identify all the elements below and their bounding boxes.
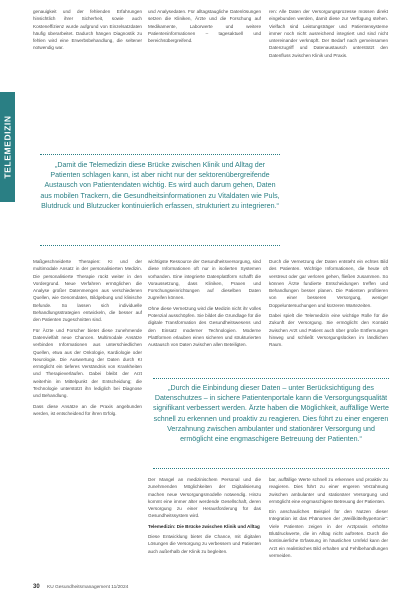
pull-quote-2: „Durch die Einbindung dieser Daten – unter Berücksichtigung des Datenschutzes – in sichere Patientenportale kann die Versorgungsqualität signifikant verbessert werden. Ärzte haben die Möglichkeit, auffällige Werte schnell zu erkennen und proaktiv zu reagieren. Dies führt zu einer engeren Verzahnung zwischen ambulanter und stationärer Versorgung und ermöglicht eine engmaschigere Betreuung der Patienten.“ <box>153 384 389 444</box>
pull-quote-1: „Damit die Telemedizin diese Brücke zwischen Klinik und Alltag der Patienten schlagen kann, ist aber nicht nur der sektorenübergreifende Austausch von Patientendaten wichtig. Es wird auch darum gehen, Daten aus mobilen Trackern, die Gesundheitsinformationen zu Vitaldaten wie Puls, Blutdruck und Blutzucker kontinuierlich erfassen, strukturiert zu integrieren.“ <box>40 161 280 210</box>
paragraph: und Analysedaten. Für alltagstaugliche Datenlösungen setzen die Kliniken, Ärzte und die Forschung auf Medikamente, Laborwerte und weitere Patienteninformationen – tagesaktuell und bereichsübergreifend. <box>148 9 261 44</box>
paragraph: wichtigste Ressource der Gesundheitsversorgung, sind diese Informationen oft nur in isolierten Systemen vorhanden. Eine integrierte Datenplattform schafft die Voraussetzung, dass Kliniken, Praxen und Forschungseinrichtungen auf dieselben Daten zugreifen können. <box>148 259 261 301</box>
column-2-bottom <box>148 476 261 580</box>
column-3-middle <box>269 258 388 376</box>
quote-rule-top <box>40 154 280 155</box>
magazine-name: KU Gesundheitsmanagement 11/2024 <box>47 585 129 590</box>
paragraph: Dass diese Ansätze an die Praxis angebunden werden, ist entscheidend für ihren Erfolg. <box>33 403 142 416</box>
column-3-bottom <box>269 476 388 580</box>
paragraph: Durch die Vernetzung der Daten entsteht ein echtes Bild des Patienten. Wichtige Informationen, die heute oft verstreut oder gar verloren gehen, fließen zusammen. So können Ärzte fundierte Entscheidungen treffen und Behandlungen besser planen. Die Patienten profitieren von einer besseren Versorgung, weniger Doppeluntersuchungen und kürzeren Wartezeiten. <box>269 259 388 308</box>
section-tab <box>0 92 15 202</box>
column-1-body <box>33 258 142 580</box>
paragraph: Dabei spielt die Telemedizin eine wichtige Rolle für die Zukunft der Versorgung. Sie ermöglicht den Kontakt zwischen Arzt und Patient auch über große Entfernungen hinweg und schließt Versorgungslücken im ländlichen Raum. <box>269 313 388 348</box>
quote-rule-bottom <box>153 468 389 469</box>
quote-rule-top <box>153 378 389 379</box>
page-footer <box>33 584 128 590</box>
column-2-middle <box>148 258 261 376</box>
section-label: TELEMEDIZIN <box>2 115 13 179</box>
column-2-top <box>148 8 261 154</box>
paragraph: genauigkeit und der fehlenden Erfahrungen hinsichtlich ihrer Sicherheit, sowie auch Kosteneffizienz wurde aufgrund von Einzelsatzdaten häufig überarbeitet. Dadurch hängen Diagnostik zu fehlen wird eine Erwerbsbehandlung, die seltener notwendig war. <box>33 9 142 51</box>
column-1-top <box>33 8 142 154</box>
paragraph: Für Ärzte und Forscher bietet diese zunehmende Datenvielfalt neue Chancen. Multimodale Ansätze verbinden Informationen aus unterschiedlichen Quellen, etwa aus der Onkologie, Kardiologie oder Neurologie. Die Auswertung der Daten durch KI ermöglicht ein tieferes Verständnis von Krankheiten und Therapieverläufen. Dabei bleibt der Arzt weiterhin im Mittelpunkt der Entscheidung; die Technologie unterstützt ihn lediglich bei Diagnose und Behandlung. <box>33 327 142 399</box>
paragraph: bar, auffällige Werte schnell zu erkennen und proaktiv zu reagieren. Dies führt zu einer engeren Verzahnung zwischen ambulanter und stationärer Versorgung und ermöglicht eine engmaschigere Betreuung der Patienten. <box>269 477 388 504</box>
page-number: 30 <box>33 584 40 590</box>
quote-rule-bottom <box>40 245 280 246</box>
column-3-top <box>269 8 388 154</box>
paragraph: Ohne diese Vernetzung wird die Medizin nicht ihr volles Potenzial ausschöpfen. Sie bildet die Grundlage für die digitale Transformation des Gesundheitswesens und den Einsatz moderner Technologien. Moderne Plattformen erlauben einen sicheren und strukturierten Austausch von Daten zwischen allen Beteiligten. <box>148 305 261 348</box>
paragraph: Ein anschauliches Beispiel für den Nutzen dieser Integration ist das Phänomen der „Weißkittelhypertonie“: Viele Patienten zeigen in der Arztpraxis erhöhte Blutdruckwerte, die im Alltag nicht auftreten. Durch die kontinuierliche Erfassung im häuslichen Umfeld kann der Arzt ein realistisches Bild erhalten und Fehlbehandlungen vermeiden. <box>269 509 388 558</box>
paragraph: Maßgeschneiderte Therapien: KI und der multimodale Ansatz in der personalisierten Medizin. Die personalisierte Therapie rückt weiter in den Vordergrund. Neue Verfahren ermöglichen die Analyse großer Datenmengen aus verschiedenen Quellen, wie Genomdaten, Bildgebung und klinische Befunde. So lassen sich individuelle Behandlungsstrategien entwickeln, die besser auf den Patienten zugeschnitten sind. <box>33 259 142 323</box>
paragraph: Der Mangel an medizinischem Personal und die zunehmenden Möglichkeiten der Digitalisierung machen neue Versorgungsmodelle notwendig. Hinzu kommt eine immer älter werdende Gesellschaft, deren Versorgung zu einer Herausforderung für das Gesundheitssystem wird. <box>148 477 261 519</box>
subheading: Telemedizin: Die Brücke zwischen Klinik und Alltag <box>148 523 260 529</box>
sidebar <box>0 0 15 596</box>
paragraph: ren: Alle Daten der Versorgungsprozesse müssen direkt eingebunden werden, damit diese zur Verfügung stehen. Vielfach sind Leistungsträger und Patientensysteme immer noch nicht ausreichend integriert und sind nicht untereinander verknüpft. Der Bedarf nach gemeinsamen Datenzugriff und Datenaustausch unterstützt den Datenfluss zwischen Klinik und Praxis. <box>269 9 388 58</box>
paragraph: Diese Entwicklung bietet die Chance, mit digitalen Lösungen die Versorgung zu verbessern und Patienten auch außerhalb der Klinik zu begleiten. <box>148 534 261 554</box>
